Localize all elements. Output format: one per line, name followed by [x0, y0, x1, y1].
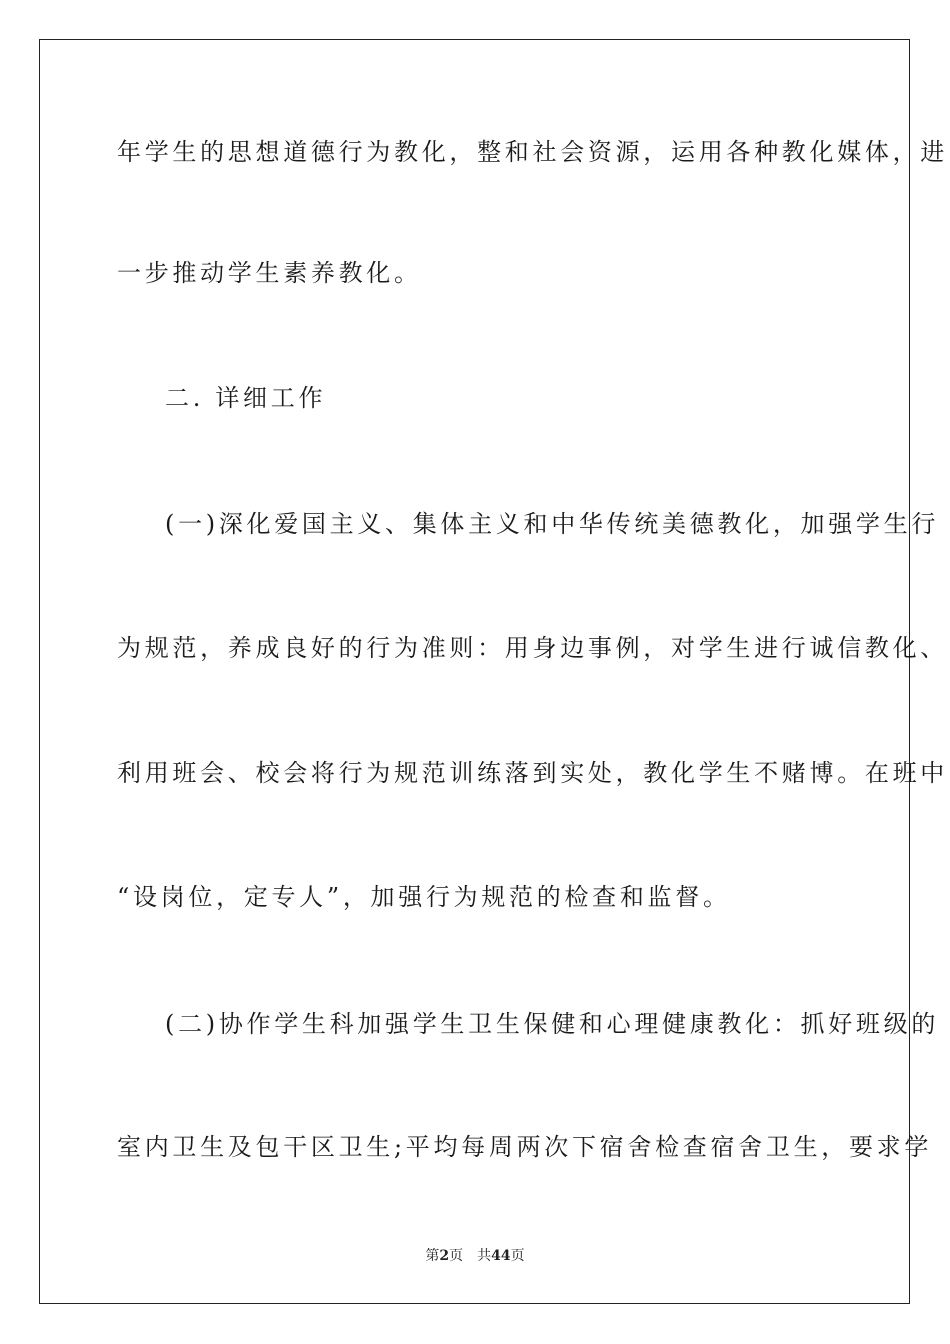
page-border	[39, 39, 910, 1304]
page-prefix: 第	[425, 1248, 440, 1264]
total-pages: 44	[491, 1248, 511, 1264]
section-heading: 二. 详细工作	[165, 384, 327, 412]
body-line-5: 为规范，养成良好的行为准则：用身边事例，对学生进行诚信教化、	[117, 634, 948, 662]
total-suffix: 页	[510, 1248, 525, 1264]
body-line-6: 利用班会、校会将行为规范训练落到实处，教化学生不赌博。在班中	[117, 759, 948, 787]
body-line-4: (一)深化爱国主义、集体主义和中华传统美德教化，加强学生行	[165, 510, 940, 538]
body-line-2: 一步推动学生素养教化。	[117, 259, 422, 287]
total-prefix: 共	[477, 1248, 492, 1264]
body-line-9: 室内卫生及包干区卫生;平均每周两次下宿舍检查宿舍卫生，要求学	[117, 1133, 933, 1161]
page-footer	[0, 1247, 950, 1265]
body-line-7: “设岗位，定专人”，加强行为规范的检查和监督。	[117, 883, 731, 911]
page-number: 2	[439, 1248, 450, 1264]
body-line-1: 年学生的思想道德行为教化，整和社会资源，运用各种教化媒体，进	[117, 138, 948, 166]
page-suffix: 页	[449, 1248, 464, 1264]
body-line-8: (二)协作学生科加强学生卫生保健和心理健康教化：抓好班级的	[165, 1010, 940, 1038]
